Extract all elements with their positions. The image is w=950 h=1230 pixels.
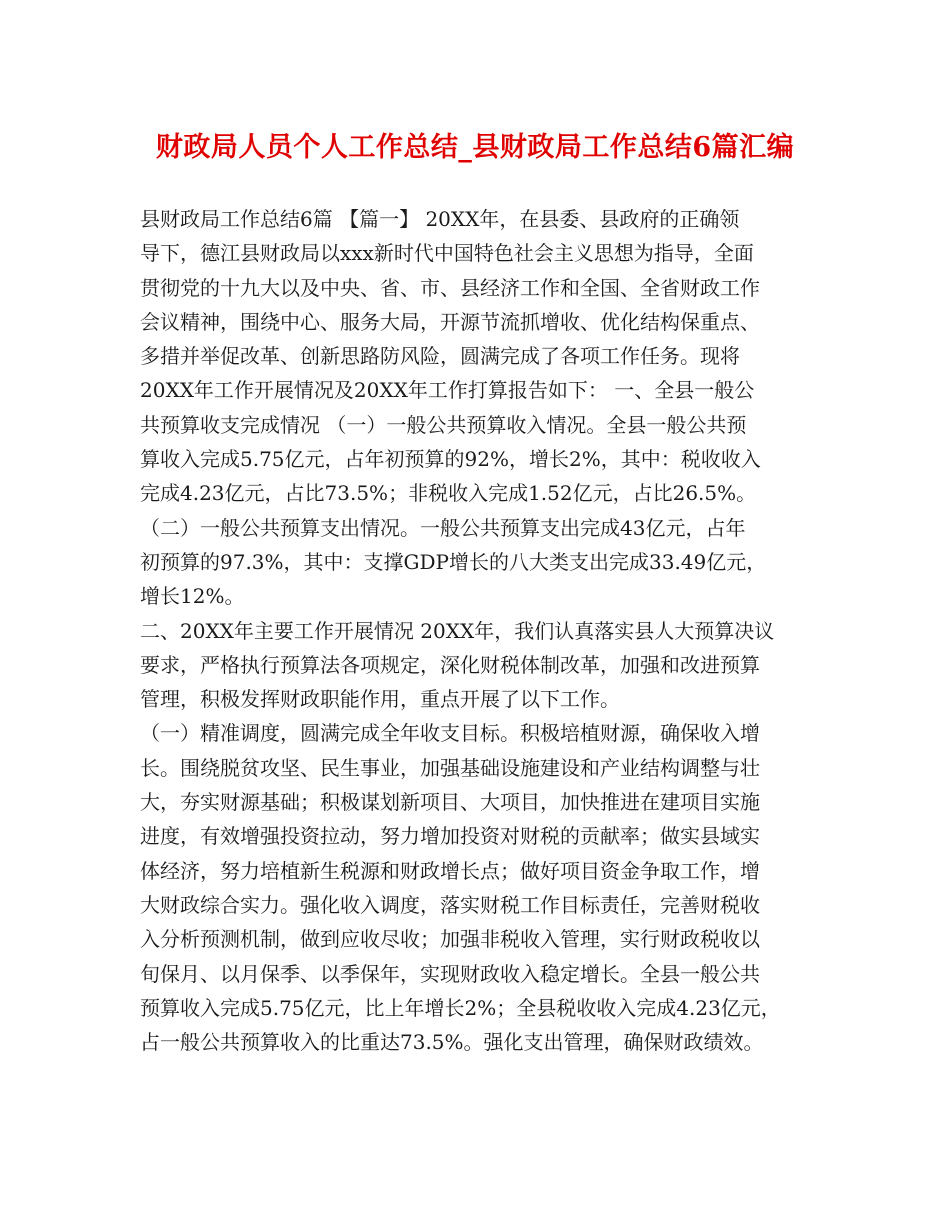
text-line: （二）一般公共预算支出情况。一般公共预算支出完成43亿元，占年 — [140, 515, 746, 540]
text-line: 初预算的97.3%，其中：支撑GDP增长的八大类支出完成33.49亿元， — [140, 549, 767, 574]
text-line: 预算收入完成5.75亿元，比上年增长2%；全县税收收入完成4.23亿元， — [140, 995, 781, 1020]
text-line: 大，夯实财源基础；积极谋划新项目、大项目，加快推进在建项目实施 — [140, 790, 760, 815]
text-line: 多措并举促改革、创新思路防风险，圆满完成了各项工作任务。现将 — [140, 344, 740, 369]
text-line: 占一般公共预算收入的比重达73.5%。强化支出管理，确保财政绩效。 — [140, 1030, 764, 1055]
text-line: 体经济，努力培植新生税源和财政增长点；做好项目资金争取工作，增 — [140, 858, 760, 883]
text-line: 长。围绕脱贫攻坚、民生事业，加强基础设施建设和产业结构调整与壮 — [140, 755, 760, 780]
text-line: 会议精神，围绕中心、服务大局，开源节流抓增收、优化结构保重点、 — [140, 309, 760, 334]
text-line: 导下，德江县财政局以xxx新时代中国特色社会主义思想为指导，全面 — [140, 241, 754, 266]
text-line: 大财政综合实力。强化收入调度，落实财税工作目标责任，完善财税收 — [140, 892, 760, 917]
text-line: 增长12%。 — [140, 584, 245, 609]
text-line: 贯彻党的十九大以及中央、省、市、县经济工作和全国、全省财政工作 — [140, 275, 760, 300]
text-line: 完成4.23亿元，占比73.5%；非税收入完成1.52亿元，占比26.5%。 — [140, 481, 757, 506]
document-body — [140, 202, 820, 1059]
text-line: （一）精准调度，圆满完成全年收支目标。积极培植财源，确保收入增 — [140, 721, 760, 746]
text-line: 管理，积极发挥财政职能作用，重点开展了以下工作。 — [140, 687, 620, 712]
text-line: 共预算收支完成情况 （一）一般公共预算收入情况。全县一般公共预 — [140, 412, 747, 437]
text-line: 县财政局工作总结6篇 【篇一】 20XX年，在县委、县政府的正确领 — [140, 207, 740, 231]
text-line: 要求，严格执行预算法各项规定，深化财税体制改革，加强和改进预算 — [140, 652, 760, 677]
text-line: 二、20XX年主要工作开展情况 20XX年，我们认真落实县人大预算决议 — [140, 618, 775, 643]
body-paragraph — [140, 202, 820, 1059]
text-line: 入分析预测机制，做到应收尽收；加强非税收入管理，实行财政税收以 — [140, 927, 760, 952]
text-line: 进度，有效增强投资拉动，努力增加投资对财税的贡献率；做实县域实 — [140, 824, 760, 849]
text-line: 旬保月、以月保季、以季保年，实现财政收入稳定增长。全县一般公共 — [140, 961, 760, 986]
text-line: 算收入完成5.75亿元，占年初预算的92%，增长2%，其中：税收收入 — [140, 447, 761, 472]
text-line: 20XX年工作开展情况及20XX年工作打算报告如下： 一、全县一般公 — [140, 378, 755, 403]
document-title: 财政局人员个人工作总结_县财政局工作总结6篇汇编 — [155, 132, 795, 163]
